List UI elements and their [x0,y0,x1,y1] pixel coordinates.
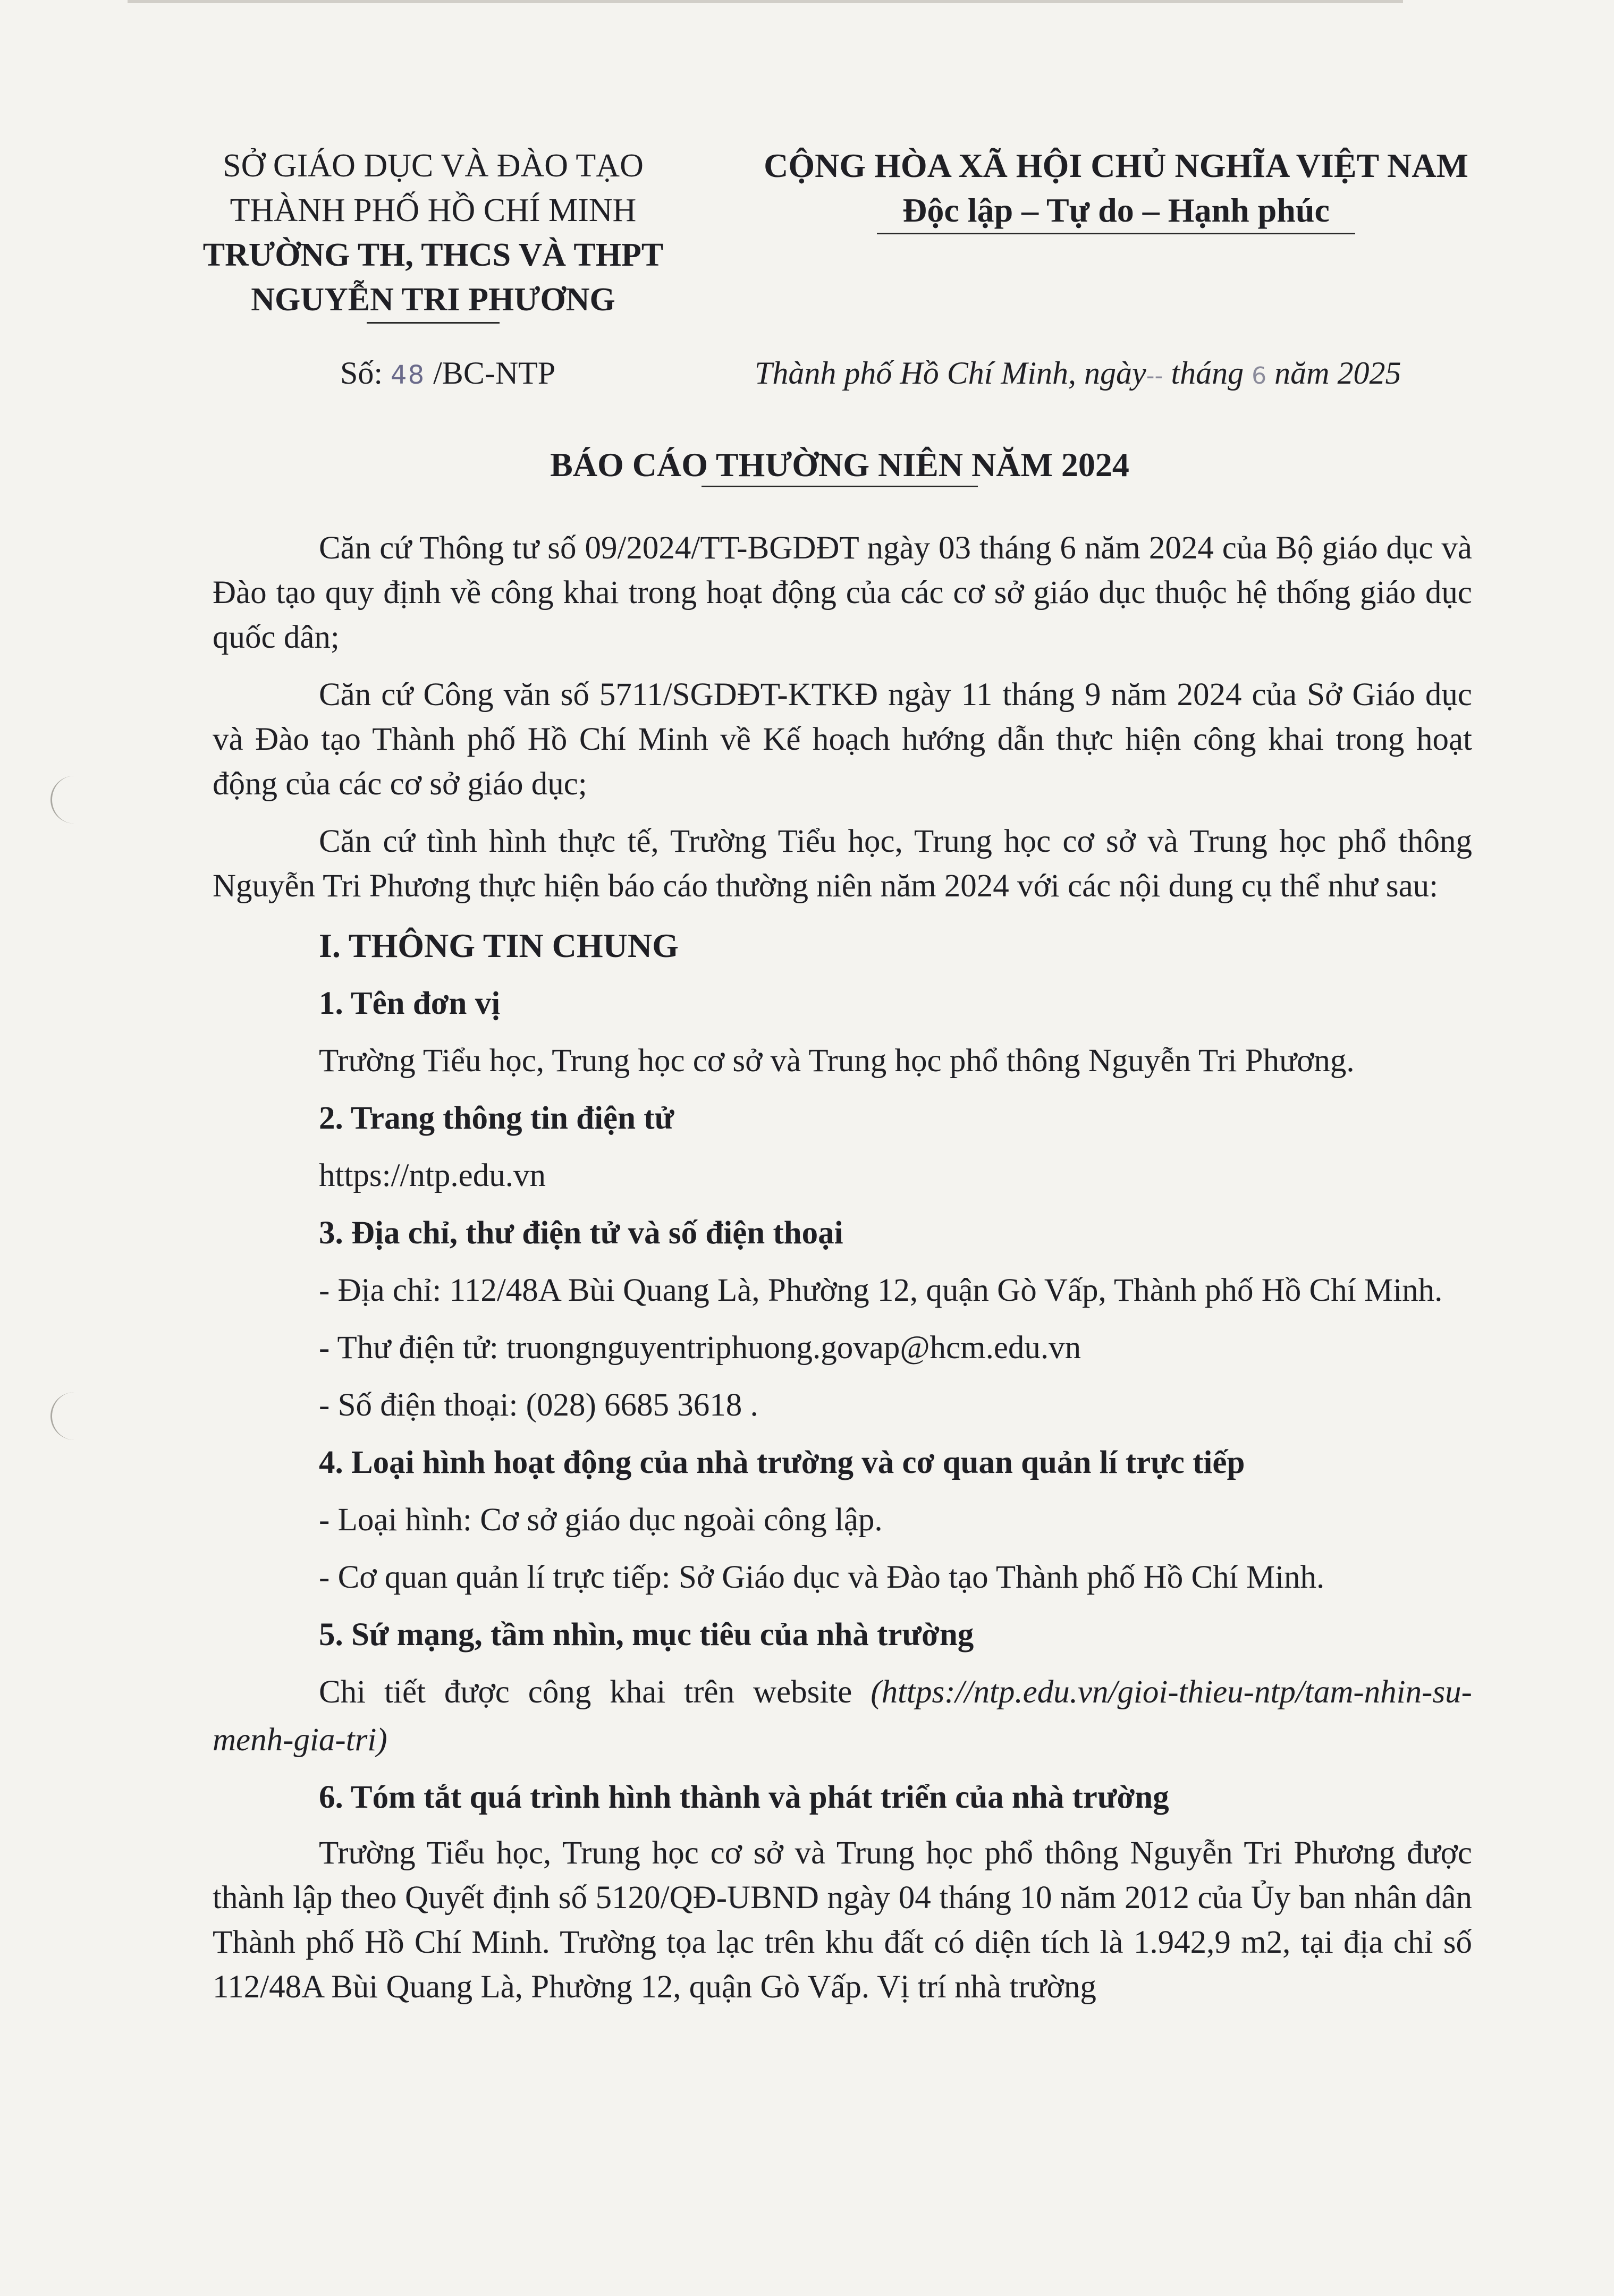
issuing-authority [159,143,707,324]
authority-line-1: SỞ GIÁO DỤC VÀ ĐÀO TẠO [223,148,644,184]
year-text: năm 2025 [1266,355,1401,391]
motto-underline [877,233,1355,234]
website-url: https://ntp.edu.vn [319,1158,546,1193]
phone: - Số điện thoại: (028) 6685 3618 . [319,1387,758,1423]
heading-contact: 3. Địa chỉ, thư điện tử và số điện thoại [319,1215,843,1251]
month-label: tháng [1163,355,1252,391]
page-edge-shadow [128,0,1403,3]
motto: Độc lập – Tự do – Hạnh phúc [902,191,1330,229]
email: - Thư điện tử: truongnguyentriphuong.govap@hcm.edu.vn [319,1330,1081,1366]
school-line-2: NGUYỄN TRI PHƯƠNG [251,282,615,318]
handwritten-month: 6 [1252,362,1267,389]
school-line-1: TRƯỜNG TH, THCS VÀ THPT [202,237,664,273]
history-paragraph: Trường Tiểu học, Trung học cơ sở và Trung học phổ thông Nguyễn Tri Phương được thành lập theo Quyết định số 5120/QĐ-UBND ngày 04 tháng 10 năm 2012 của Ủy ban nhân dân Thành phố Hồ Chí Minh. Trường tọa lạc trên khu đất có diện tích là 1.942,9 m2, tại địa chỉ số 112/48A Bùi Quang Là, Phường 12, quận Gò Vấp. Vị trí nhà trường [213,1835,1472,2005]
document-body [213,526,1472,2022]
number-prefix: Số: [340,355,391,391]
document-header [159,143,1520,324]
mission-paragraph [213,1668,1472,1764]
section-heading-general-info: I. THÔNG TIN CHUNG [319,927,679,964]
document-number [340,351,555,397]
national-motto [717,143,1515,234]
heading-operation-type: 4. Loại hình hoạt động của nhà trường và cơ quan quản lí trực tiếp [319,1445,1245,1480]
address: - Địa chỉ: 112/48A Bùi Quang Là, Phường 12, quận Gò Vấp, Thành phố Hồ Chí Minh. [319,1273,1443,1308]
heading-website: 2. Trang thông tin điện tử [319,1100,674,1136]
document-title: BÁO CÁO THƯỜNG NIÊN NĂM 2024 [550,446,1129,484]
authority-line-2: THÀNH PHỐ HỒ CHÍ MINH [230,192,637,228]
place-date-prefix: Thành phố Hồ Chí Minh, ngày [755,355,1146,391]
handwritten-number: 48 [391,360,426,390]
operation-type: - Loại hình: Cơ sở giáo dục ngoài công lập. [319,1502,883,1538]
document-title-block [159,441,1520,487]
country-name: CỘNG HÒA XÃ HỘI CHỦ NGHĨA VIỆT NAM [764,147,1468,184]
paragraph-legal-basis-3: Căn cứ tình hình thực tế, Trường Tiểu học, Trung học cơ sở và Trung học phổ thông Nguyễn Tri Phương thực hiện báo cáo thường niên năm 2024 với các nội dung cụ thể như sau: [213,824,1472,904]
heading-unit-name: 1. Tên đơn vị [319,986,501,1021]
punch-hole-mark [50,1392,84,1440]
handwritten-day: -- [1146,362,1163,389]
mission-text: Chi tiết được công khai trên website [319,1674,871,1710]
managing-authority: - Cơ quan quản lí trực tiếp: Sở Giáo dục và Đào tạo Thành phố Hồ Chí Minh. [319,1560,1325,1595]
document-meta [159,351,1520,399]
unit-name: Trường Tiểu học, Trung học cơ sở và Trung học phổ thông Nguyễn Tri Phương. [319,1043,1355,1079]
paragraph-legal-basis-2: Căn cứ Công văn số 5711/SGDĐT-KTKĐ ngày 11 tháng 9 năm 2024 của Sở Giáo dục và Đào tạo Thành phố Hồ Chí Minh về Kế hoạch hướng dẫn thực hiện công khai trong hoạt động của các cơ sở giáo dục; [213,677,1472,802]
heading-mission: 5. Sứ mạng, tầm nhìn, mục tiêu của nhà trường [319,1617,974,1653]
heading-history: 6. Tóm tắt quá trình hình thành và phát triển của nhà trường [319,1780,1169,1815]
place-and-date [755,351,1401,399]
number-suffix: /BC-NTP [425,355,556,391]
punch-hole-mark [50,776,84,824]
paragraph-legal-basis-1: Căn cứ Thông tư số 09/2024/TT-BGDĐT ngày 03 tháng 6 năm 2024 của Bộ giáo dục và Đào tạo quy định về công khai trong hoạt động của các cơ sở giáo dục thuộc hệ thống giáo dục quốc dân; [213,530,1472,655]
mission-link: (https://ntp.edu.vn/gioi-thieu-ntp/tam-nhin-su-menh-gia-tri) [213,1674,1472,1758]
header-left-underline [367,322,500,324]
